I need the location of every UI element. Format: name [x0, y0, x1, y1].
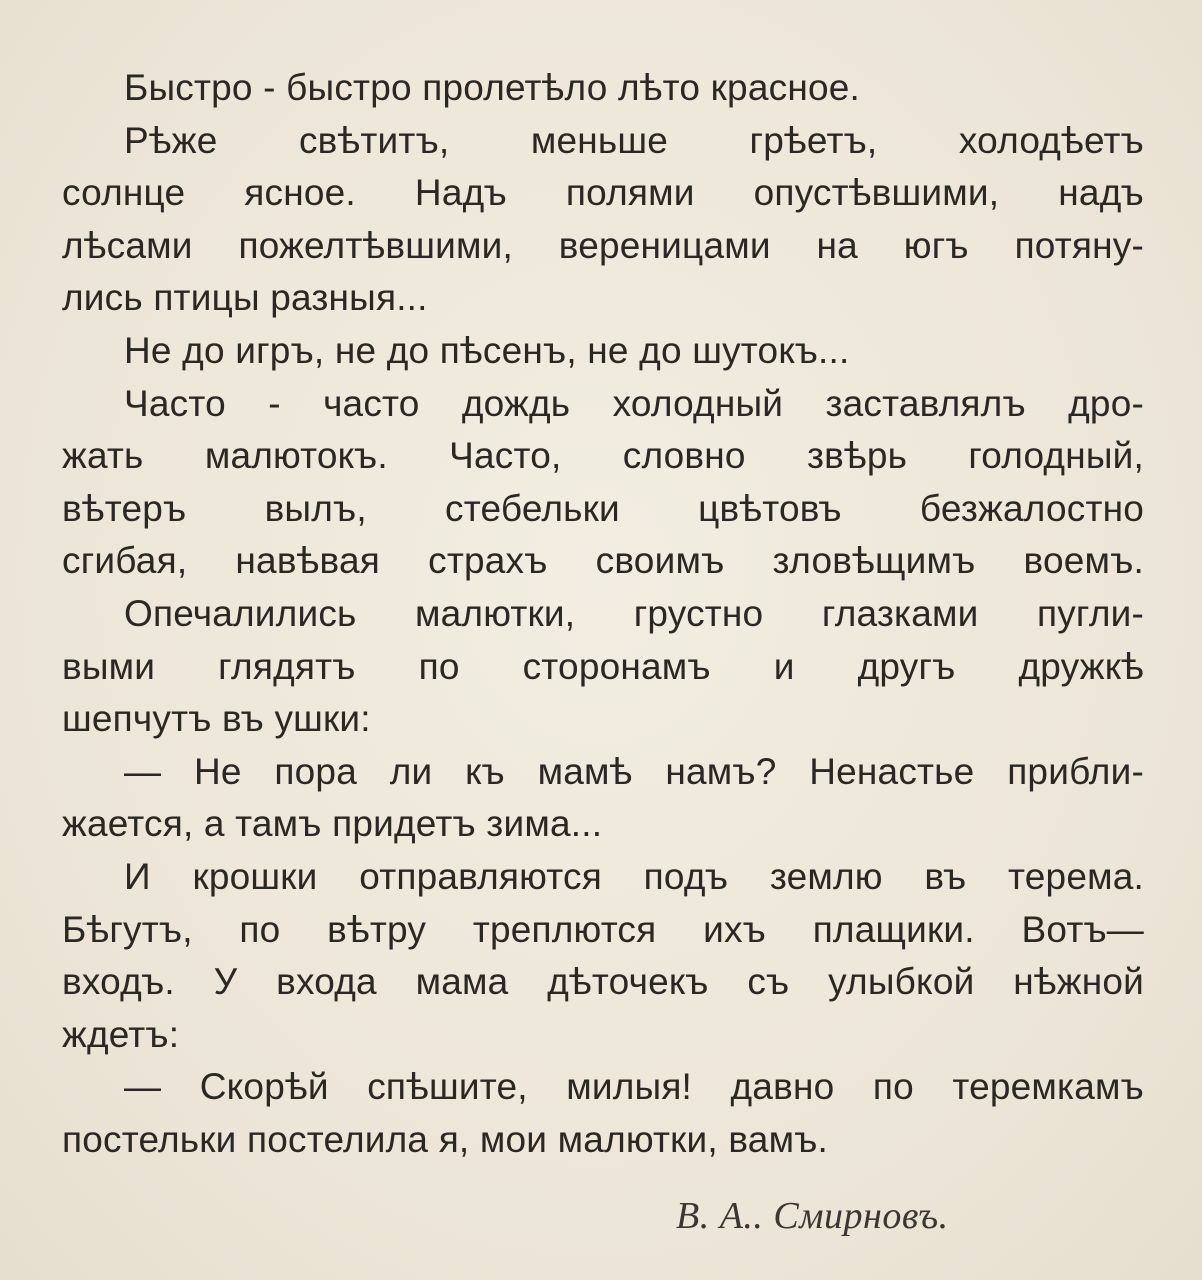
poem-line: выми глядятъ по сторонамъ и другъ дружкѣ [62, 645, 1144, 687]
poem-line: — Скорѣй спѣшите, милыя! давно по теремкамъ [124, 1066, 1144, 1108]
poem-line: — Не пора ли къ мамѣ намъ? Ненастье прибли- [124, 750, 1144, 792]
poem-line: входъ. У входа мама дѣточекъ съ улыбкой нѣжной [62, 961, 1144, 1003]
poem-line: Бѣгутъ, по вѣтру треплются ихъ плащики. Вотъ— [62, 908, 1144, 950]
poem-line: постельки постелила я, мои малютки, вамъ. [62, 1118, 829, 1160]
poem-line: солнце ясное. Надъ полями опустѣвшими, надъ [62, 172, 1144, 214]
poem-line: Часто - часто дождь холодный заставлялъ дро- [124, 382, 1144, 424]
poem-line: Опечалились малютки, грустно глазками пугли- [124, 592, 1144, 634]
poem-line: лись птицы разныя... [62, 277, 428, 319]
poem-line: Рѣже свѣтитъ, меньше грѣетъ, холодѣетъ [124, 119, 1144, 161]
poem-line: лѣсами пожелтѣвшими, вереницами на югъ потяну- [62, 224, 1144, 266]
poem-line: И крошки отправляются подъ землю въ терема. [124, 855, 1144, 897]
poem-line: шепчутъ въ ушки: [62, 698, 371, 740]
poem-line: сгибая, навѣвая страхъ своимъ зловѣщимъ воемъ. [62, 540, 1144, 582]
poem-line: Быстро - быстро пролетѣло лѣто красное. [124, 67, 860, 108]
poem-line: вѣтеръ вылъ, стебельки цвѣтовъ безжалостно [62, 487, 1144, 529]
poem-line: жать малютокъ. Часто, словно звѣрь голодный, [62, 435, 1144, 477]
poem-line: ждетъ: [62, 1013, 180, 1055]
poem-text [62, 62, 1144, 1166]
author-signature: В. А.. Смирновъ. [676, 1195, 949, 1237]
poem-line: Не до игръ, не до пѣсенъ, не до шутокъ... [124, 329, 850, 371]
poem-line: жается, а тамъ придетъ зима... [62, 803, 603, 845]
